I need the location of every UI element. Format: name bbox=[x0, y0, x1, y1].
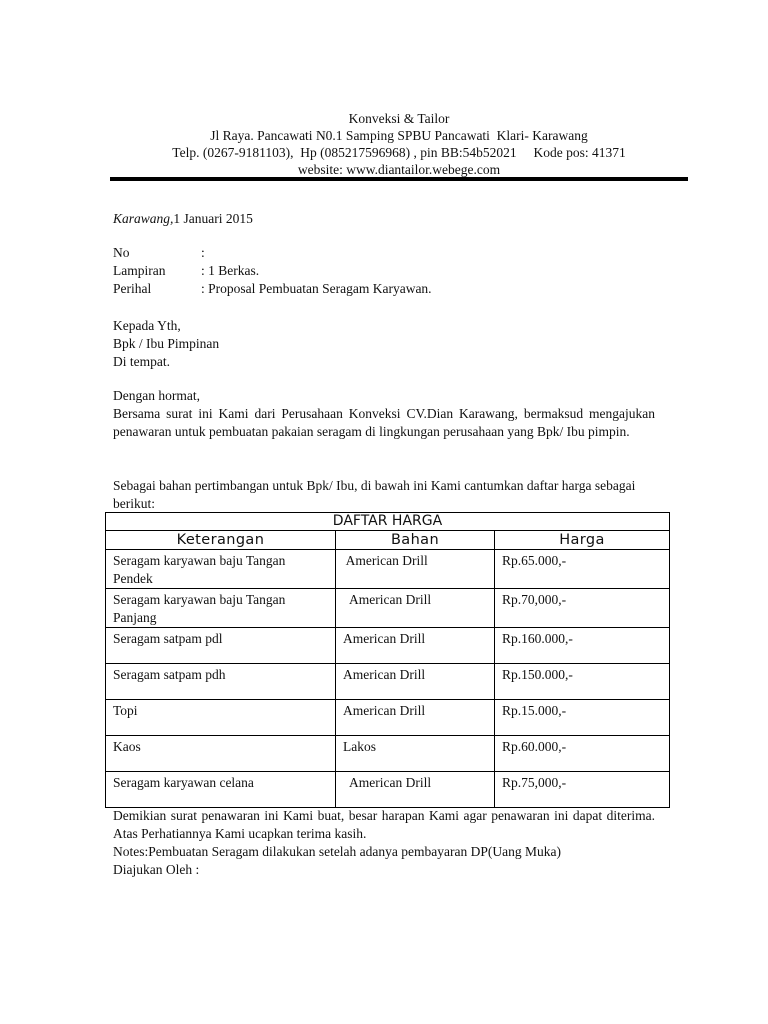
cell-bahan: American Drill bbox=[336, 550, 495, 589]
meta-value: : Proposal Pembuatan Seragam Karyawan. bbox=[201, 281, 432, 296]
meta-value: : 1 Berkas. bbox=[201, 263, 260, 278]
cell-bahan: American Drill bbox=[336, 664, 495, 700]
table-row bbox=[106, 664, 670, 700]
submitted-by-line: Diajukan Oleh : bbox=[113, 862, 200, 877]
cell-bahan: American Drill bbox=[336, 700, 495, 736]
cell-harga: Rp.15.000,- bbox=[495, 700, 670, 736]
recipient-line: Bpk / Ibu Pimpinan bbox=[113, 336, 220, 351]
intro-paragraph-2: Sebagai bahan pertimbangan untuk Bpk/ Ibu, di bawah ini Kami cantumkan daftar harga sebagai berikut: bbox=[113, 478, 636, 511]
cell-bahan: American Drill bbox=[336, 772, 495, 808]
company-website: website: www.diantailor.webege.com bbox=[297, 162, 501, 177]
intro-paragraph: Bersama surat ini Kami dari Perusahaan Konveksi CV.Dian Karawang, bermaksud mengajukan penawaran untuk pembuatan pakaian seragam di lingkungan perusahaan yang Bpk/ Ibu pimpin. bbox=[113, 406, 655, 439]
cell-harga: Rp.70,000,- bbox=[495, 589, 670, 628]
column-header: Harga bbox=[495, 531, 670, 550]
meta-label: No bbox=[113, 245, 130, 260]
table-row bbox=[106, 700, 670, 736]
cell-harga: Rp.60.000,- bbox=[495, 736, 670, 772]
cell-bahan: American Drill bbox=[336, 628, 495, 664]
cell-keterangan: Seragam satpam pdh bbox=[106, 664, 336, 700]
company-contact: Telp. (0267-9181103), Hp (085217596968) , pin BB:54b52021 Kode pos: 41371 bbox=[172, 145, 626, 160]
recipient-line: Kepada Yth, bbox=[113, 318, 181, 333]
cell-harga: Rp.160.000,- bbox=[495, 628, 670, 664]
table-title-row bbox=[106, 513, 670, 531]
closing-block bbox=[113, 807, 655, 879]
cell-harga: Rp.150.000,- bbox=[495, 664, 670, 700]
greeting: Dengan hormat, bbox=[113, 388, 200, 403]
company-address: Jl Raya. Pancawati N0.1 Samping SPBU Pancawati Klari- Karawang bbox=[210, 128, 588, 143]
date-text: 1 Januari 2015 bbox=[173, 211, 253, 226]
recipient-line: Di tempat. bbox=[113, 354, 170, 369]
cell-keterangan: Seragam satpam pdl bbox=[106, 628, 336, 664]
company-name: Konveksi & Tailor bbox=[348, 111, 450, 126]
letter-date bbox=[113, 210, 655, 228]
letterhead bbox=[110, 110, 688, 178]
date-place: Karawang, bbox=[113, 211, 174, 226]
letter-meta bbox=[113, 244, 655, 298]
cell-keterangan: Seragam karyawan baju Tangan Panjang bbox=[106, 589, 336, 628]
cell-keterangan: Seragam karyawan celana bbox=[106, 772, 336, 808]
letterhead-divider bbox=[110, 177, 688, 181]
meta-row-lampiran bbox=[113, 262, 655, 280]
cell-harga: Rp.65.000,- bbox=[495, 550, 670, 589]
column-header: Keterangan bbox=[106, 531, 336, 550]
table-title: DAFTAR HARGA bbox=[106, 513, 670, 531]
meta-row-no bbox=[113, 244, 655, 262]
intro-block bbox=[113, 387, 655, 441]
table-row bbox=[106, 628, 670, 664]
meta-value: : bbox=[201, 245, 205, 260]
price-table bbox=[105, 512, 670, 808]
cell-keterangan: Seragam karyawan baju Tangan Pendek bbox=[106, 550, 336, 589]
notes-line: Notes:Pembuatan Seragam dilakukan setelah adanya pembayaran DP(Uang Muka) bbox=[113, 844, 561, 859]
column-header: Bahan bbox=[336, 531, 495, 550]
cell-bahan: American Drill bbox=[336, 589, 495, 628]
meta-label: Perihal bbox=[113, 281, 152, 296]
cell-keterangan: Kaos bbox=[106, 736, 336, 772]
cell-bahan: Lakos bbox=[336, 736, 495, 772]
recipient-block bbox=[113, 317, 655, 371]
cell-keterangan: Topi bbox=[106, 700, 336, 736]
table-row bbox=[106, 589, 670, 628]
table-row bbox=[106, 550, 670, 589]
table-row bbox=[106, 736, 670, 772]
closing-paragraph: Demikian surat penawaran ini Kami buat, besar harapan Kami agar penawaran ini dapat diterima. Atas Perhatiannya Kami ucapkan terima kasih. bbox=[113, 808, 655, 841]
meta-label: Lampiran bbox=[113, 263, 166, 278]
table-row bbox=[106, 772, 670, 808]
cell-harga: Rp.75,000,- bbox=[495, 772, 670, 808]
table-header-row bbox=[106, 531, 670, 550]
meta-row-perihal bbox=[113, 280, 655, 298]
